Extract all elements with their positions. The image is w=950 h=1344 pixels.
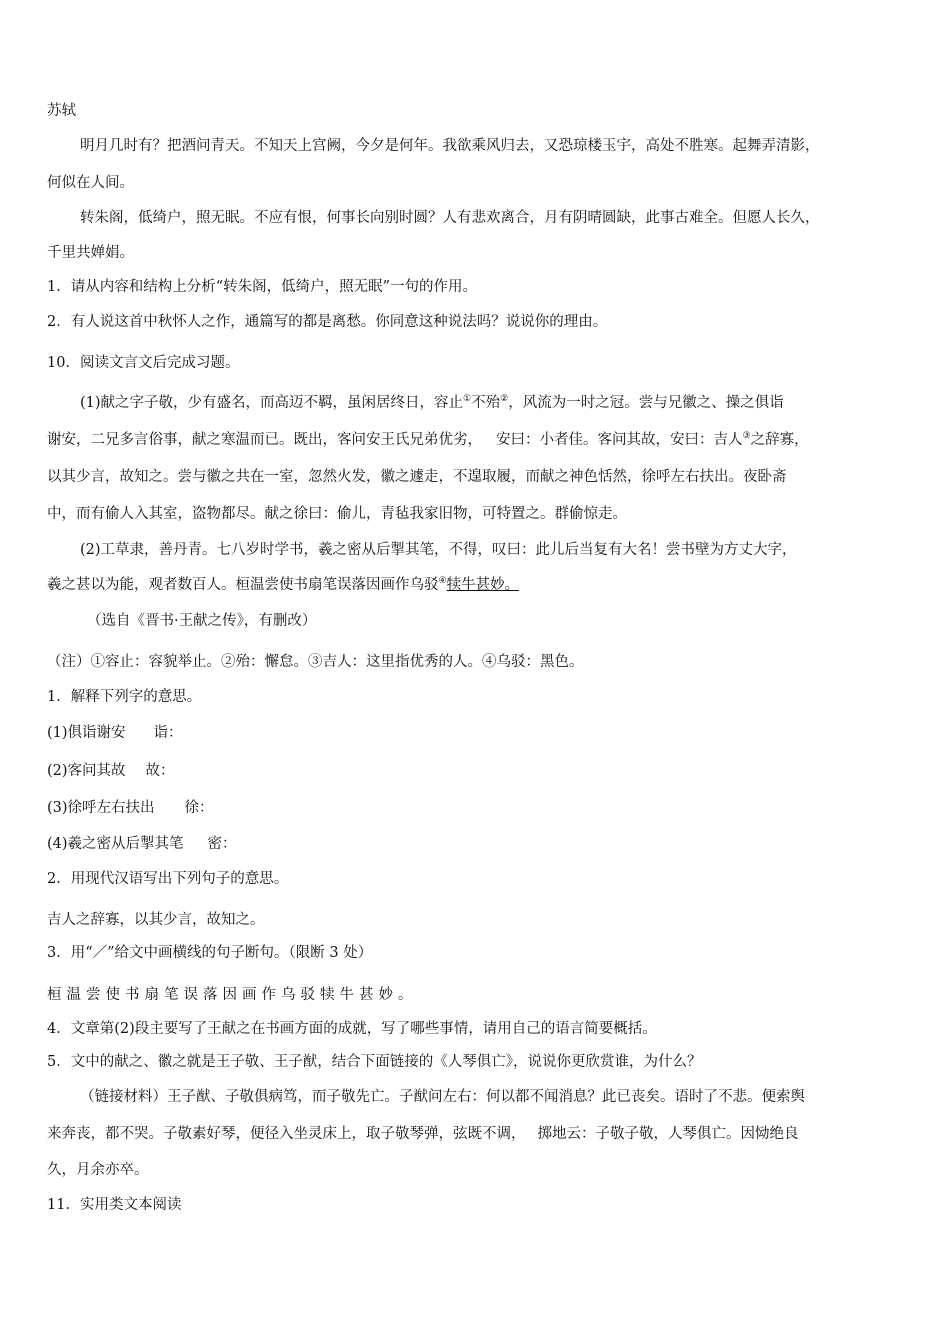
passage-p2-line-2: 羲之甚以为能，观者数百人。桓温尝使书扇笔误落因画作乌驳④犊牛甚妙。: [47, 576, 520, 593]
underlined-phrase: 犊牛甚妙。: [446, 577, 520, 593]
word-item-3: (3)徐呼左右扶出 徐：: [47, 800, 214, 816]
question-11-title: 11．实用类文本阅读: [47, 1197, 182, 1213]
poem-paragraph-2-line-2: 千里共婵娟。: [47, 245, 134, 261]
word-item-1: (1)俱诣谢安 诣：: [47, 725, 183, 741]
subquestion-1: 1．解释下列字的意思。: [47, 689, 202, 705]
word-item-4: (4)羲之密从后掣其笔 密：: [47, 836, 237, 852]
passage-p1-line-3: 以其少言，故知之。尝与徽之共在一室，忽然火发，徽之遽走，不遑取履，而献之神色恬然，徐呼左右扶出。夜卧斋: [47, 469, 787, 485]
passage-source: （选自《晋书·王献之传》，有删改）: [87, 613, 317, 629]
subquestion-2: 2．用现代汉语写出下列句子的意思。: [47, 871, 289, 887]
link-material-line-3: 久，月余亦卒。: [47, 1162, 149, 1178]
passage-p1-line-2: 谢安，二兄多言俗事，献之寒温而已。既出，客问安王氏兄弟优劣， 安曰：小者佳。客问其故，安曰：吉人③之辞寡，: [47, 431, 809, 448]
footnote-marker-4: ④: [438, 576, 447, 587]
footnote-marker-2: ②: [500, 394, 509, 405]
question-10-title: 10．阅读文言文后完成习题。: [47, 355, 240, 371]
poem-paragraph-1-line-1: 明月几时有？把酒问青天。不知天上宫阙，今夕是何年。我欲乘风归去，又恐琼楼玉宇，高处不胜寒。起舞弄清影，: [80, 138, 820, 154]
link-material-line-1: （链接材料）王子猷、子敬俱病笃，而子敬先亡。子猷问左右：何以都不闻消息？此已丧矣。语时了不悲。便索舆: [80, 1089, 805, 1105]
poem-question-1: 1．请从内容和结构上分析“转朱阁，低绮户，照无眠”一句的作用。: [47, 279, 478, 295]
passage-p1-line-4: 中，而有偷人入其室，盗物都尽。献之徐曰：偷儿，青毡我家旧物，可特置之。群偷惊走。: [47, 506, 627, 522]
passage-p1-line-1: (1)献之字子敬，少有盛名，而高迈不羁，虽闲居终日，容止①不殆②，风流为一时之冠。尝与兄徽之、操之俱诣: [80, 394, 784, 411]
footnote-marker-1: ①: [463, 394, 472, 405]
subquestion-2-sentence: 吉人之辞寡，以其少言，故知之。: [47, 912, 265, 928]
subquestion-4: 4．文章第(2)段主要写了王献之在书画方面的成就，写了哪些事情，请用自己的语言简要概括。: [47, 1021, 657, 1037]
poem-paragraph-2-line-1: 转朱阁，低绮户，照无眠。不应有恨，何事长向别时圆？人有悲欢离合，月有阴晴圆缺，此事古难全。但愿人长久，: [80, 210, 820, 226]
word-item-2: (2)客问其故 故：: [47, 763, 175, 779]
passage-notes: （注）①容止：容貌举止。②殆：懈怠。③吉人：这里指优秀的人。④乌驳：黑色。: [47, 654, 584, 670]
poem-author: 苏轼: [47, 103, 76, 119]
poem-paragraph-1-line-2: 何似在人间。: [47, 175, 134, 191]
subquestion-3-sentence: 桓温尝使书扇笔误落因画作乌驳犊牛甚妙。: [47, 987, 418, 1003]
link-material-line-2: 来奔丧，都不哭。子敬素好琴，便径入坐灵床上，取子敬琴弹，弦既不调， 掷地云：子敬子敬，人琴俱亡。因恸绝良: [47, 1126, 799, 1142]
subquestion-3: 3．用“／”给文中画横线的句子断句。（限断 3 处）: [47, 945, 373, 961]
footnote-marker-3: ③: [742, 431, 751, 442]
subquestion-5: 5．文中的献之、徽之就是王子敬、王子猷，结合下面链接的《人琴俱亡》，说说你更欣赏谁，为什么？: [47, 1054, 702, 1070]
passage-p2-line-1: (2)工草隶，善丹青。七八岁时学书，羲之密从后掣其笔，不得，叹曰：此儿后当复有大名！尝书壁为方丈大字，: [80, 542, 797, 558]
poem-question-2: 2．有人说这首中秋怀人之作，通篇写的都是离愁。你同意这种说法吗？说说你的理由。: [47, 314, 608, 330]
